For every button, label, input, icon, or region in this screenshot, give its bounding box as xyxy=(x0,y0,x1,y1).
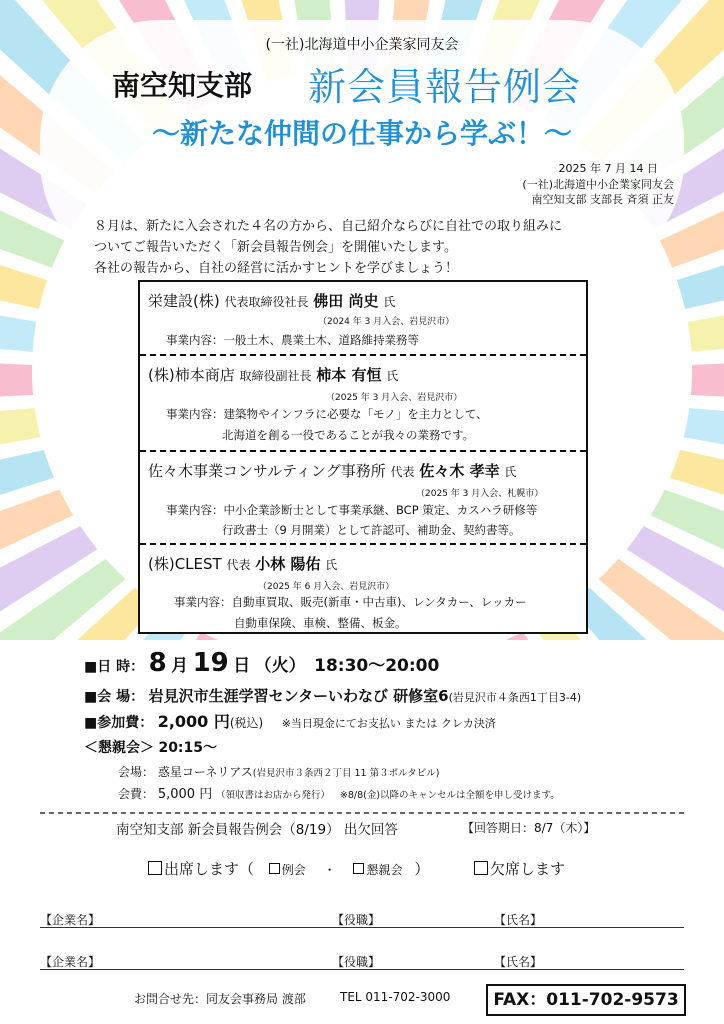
close-paren: ） xyxy=(414,860,430,878)
fee-amount: 2,000 円 xyxy=(157,712,230,731)
meeting-label: 例会 xyxy=(281,863,306,877)
name-label: 【氏名】 xyxy=(494,913,543,927)
contact-info: お問合せ先：同友会事務局 渡部 xyxy=(134,992,306,1006)
party-time: 20:15～ xyxy=(158,740,218,756)
member-divider xyxy=(140,354,586,356)
party-row xyxy=(84,737,217,757)
member-company: 栄建設(株) xyxy=(148,292,220,310)
party-venue-address: (岩見沢市３条西２丁目 11 第３ポルタビル) xyxy=(252,768,440,779)
member-company: (株)CLEST xyxy=(148,555,222,573)
member-divider xyxy=(140,543,586,545)
absent-label: 欠席します xyxy=(490,860,566,878)
member-suffix: 氏 xyxy=(504,465,517,479)
date-month: 8 xyxy=(148,648,167,678)
member-name: 柿本 有恒 xyxy=(316,366,382,384)
member-business-cont: 行政書士（9 月開業）として許認可、補助金、契約書等。 xyxy=(222,523,521,537)
venue-name: 岩見沢市生涯学習センターいわなび 研修室6 xyxy=(148,687,449,705)
member-company: 佐々木事業コンサルティング事務所 xyxy=(148,462,386,480)
intro-line-2: ついてご報告いただく「新会員報告例会」を開催いたします。 xyxy=(94,240,457,255)
date-label: ■日 時： xyxy=(84,659,145,675)
member-suffix: 氏 xyxy=(325,558,338,572)
event-title: 新会員報告例会 xyxy=(308,65,582,109)
fee-note: ※当日現金にてお支払い または クレカ決済 xyxy=(281,717,496,730)
fee-tax: (税込) xyxy=(229,716,264,730)
contact-tel: TEL 011-702-3000 xyxy=(340,990,451,1004)
role-label: 【役職】 xyxy=(332,955,381,969)
party-option-label: 懇親会 xyxy=(366,863,403,877)
member-joined: （2025 年 3 月入会、岩見沢市） xyxy=(326,393,463,403)
party-venue-row xyxy=(118,763,439,780)
party-fee-note: （領収書はお店から発行） xyxy=(216,790,331,801)
cut-line xyxy=(40,811,684,815)
venue-label: ■会 場： xyxy=(84,689,145,705)
issuer-org: (一社)北海道中小企業家同友会 xyxy=(522,178,674,191)
fee-label: ■参加費： xyxy=(84,715,154,731)
member-title: 取締役副社長 xyxy=(239,369,312,383)
company-label: 【企業名】 xyxy=(40,955,101,969)
absent-option[interactable] xyxy=(474,858,565,879)
member-suffix: 氏 xyxy=(386,369,399,383)
member-joined: （2024 年 3 月入会、岩見沢市） xyxy=(318,317,455,327)
date-month-unit: 月 xyxy=(171,656,189,676)
member-title: 代表 xyxy=(390,465,415,479)
name-label: 【氏名】 xyxy=(494,955,543,969)
option-separator: ・ xyxy=(323,863,336,877)
member-name: 小林 陽佑 xyxy=(255,555,321,573)
issuer-signer: 南空知支部 支部長 斉須 正友 xyxy=(531,193,674,206)
party-venue: 惑星コーネリアス xyxy=(157,765,253,779)
role-label: 【役職】 xyxy=(332,913,381,927)
party-venue-label: 会場： xyxy=(118,765,155,779)
attend-label: 出席します（ xyxy=(164,860,255,878)
member-business: 事業内容：自動車買取、販売(新車・中古車)、レンタカー、レッカー xyxy=(174,595,527,609)
member-joined: （2025 年 6 月入会、岩見沢市） xyxy=(258,582,395,592)
member-company: (株)柿本商店 xyxy=(148,366,235,384)
rsvp-deadline: 【回答期日：8/7（木）】 xyxy=(462,821,596,835)
date-time: 18:30～20:00 xyxy=(314,656,440,676)
member-name: 佐々木 孝幸 xyxy=(419,462,500,480)
entry-line-1[interactable] xyxy=(40,927,684,928)
party-checkbox[interactable] xyxy=(353,863,364,874)
contact-fax: FAX：011-702-9573 xyxy=(486,984,686,1016)
member-business: 事業内容：建築物やインフラに必要な「モノ」を主力として、 xyxy=(166,407,488,421)
issue-date: 2025 年 7 月 14 日 xyxy=(558,162,658,175)
venue-row xyxy=(84,685,581,706)
party-fee-label: 会費： xyxy=(118,787,155,801)
branch-name: 南空知支部 xyxy=(112,69,253,102)
date-weekday: （火） xyxy=(254,656,306,676)
intro-line-1: ８月は、新たに入会された４名の方から、自己紹介ならびに自社での取り組みに xyxy=(94,219,563,234)
member-joined: （2025 年 3 月入会、札幌市） xyxy=(416,489,544,499)
venue-address: (岩見沢市４条西1丁目3-4) xyxy=(448,691,582,704)
absent-checkbox[interactable] xyxy=(474,861,488,875)
rsvp-heading: 南空知支部 新会員報告例会（8/19） 出欠回答 xyxy=(116,822,398,838)
party-cancel-note: ※8/8(金)以降のキャンセルは全額を申し受けます。 xyxy=(339,790,560,801)
event-date-row xyxy=(84,648,439,678)
event-subtitle: ～新たな仲間の仕事から学ぶ！～ xyxy=(151,117,572,150)
member-business-cont: 北海道を創る一役であることが我々の業務です。 xyxy=(222,428,475,442)
company-label: 【企業名】 xyxy=(40,913,101,927)
members-box xyxy=(138,280,588,634)
member-business: 事業内容：中小企業診断士として事業承継、BCP 策定、カスハラ研修等 xyxy=(166,503,538,517)
entry-line-2[interactable] xyxy=(40,969,684,970)
member-name: 佛田 尚史 xyxy=(313,292,379,310)
member-title: 代表取締役社長 xyxy=(224,295,309,309)
party-label: ＜懇親会＞ xyxy=(84,740,154,756)
date-day: 19 xyxy=(192,648,229,678)
member-suffix: 氏 xyxy=(383,295,396,309)
member-divider xyxy=(140,450,586,452)
meeting-checkbox[interactable] xyxy=(269,863,280,874)
attend-checkbox[interactable] xyxy=(148,861,162,875)
attend-option[interactable] xyxy=(148,858,429,879)
member-title: 代表 xyxy=(226,558,251,572)
intro-line-3: 各社の報告から、自社の経営に活かすヒントを学びましょう！ xyxy=(94,261,459,276)
member-business-cont: 自動車保険、車検、整備、板金。 xyxy=(234,616,407,630)
date-day-unit: 日 xyxy=(233,656,251,676)
member-business: 事業内容：一般土木、農業土木、道路維持業務等 xyxy=(166,333,419,347)
organizer-name: (一社)北海道中小企業家同友会 xyxy=(265,37,459,53)
party-fee-row xyxy=(118,783,560,802)
fee-row xyxy=(84,709,496,732)
party-fee: 5,000 円 xyxy=(157,787,213,802)
